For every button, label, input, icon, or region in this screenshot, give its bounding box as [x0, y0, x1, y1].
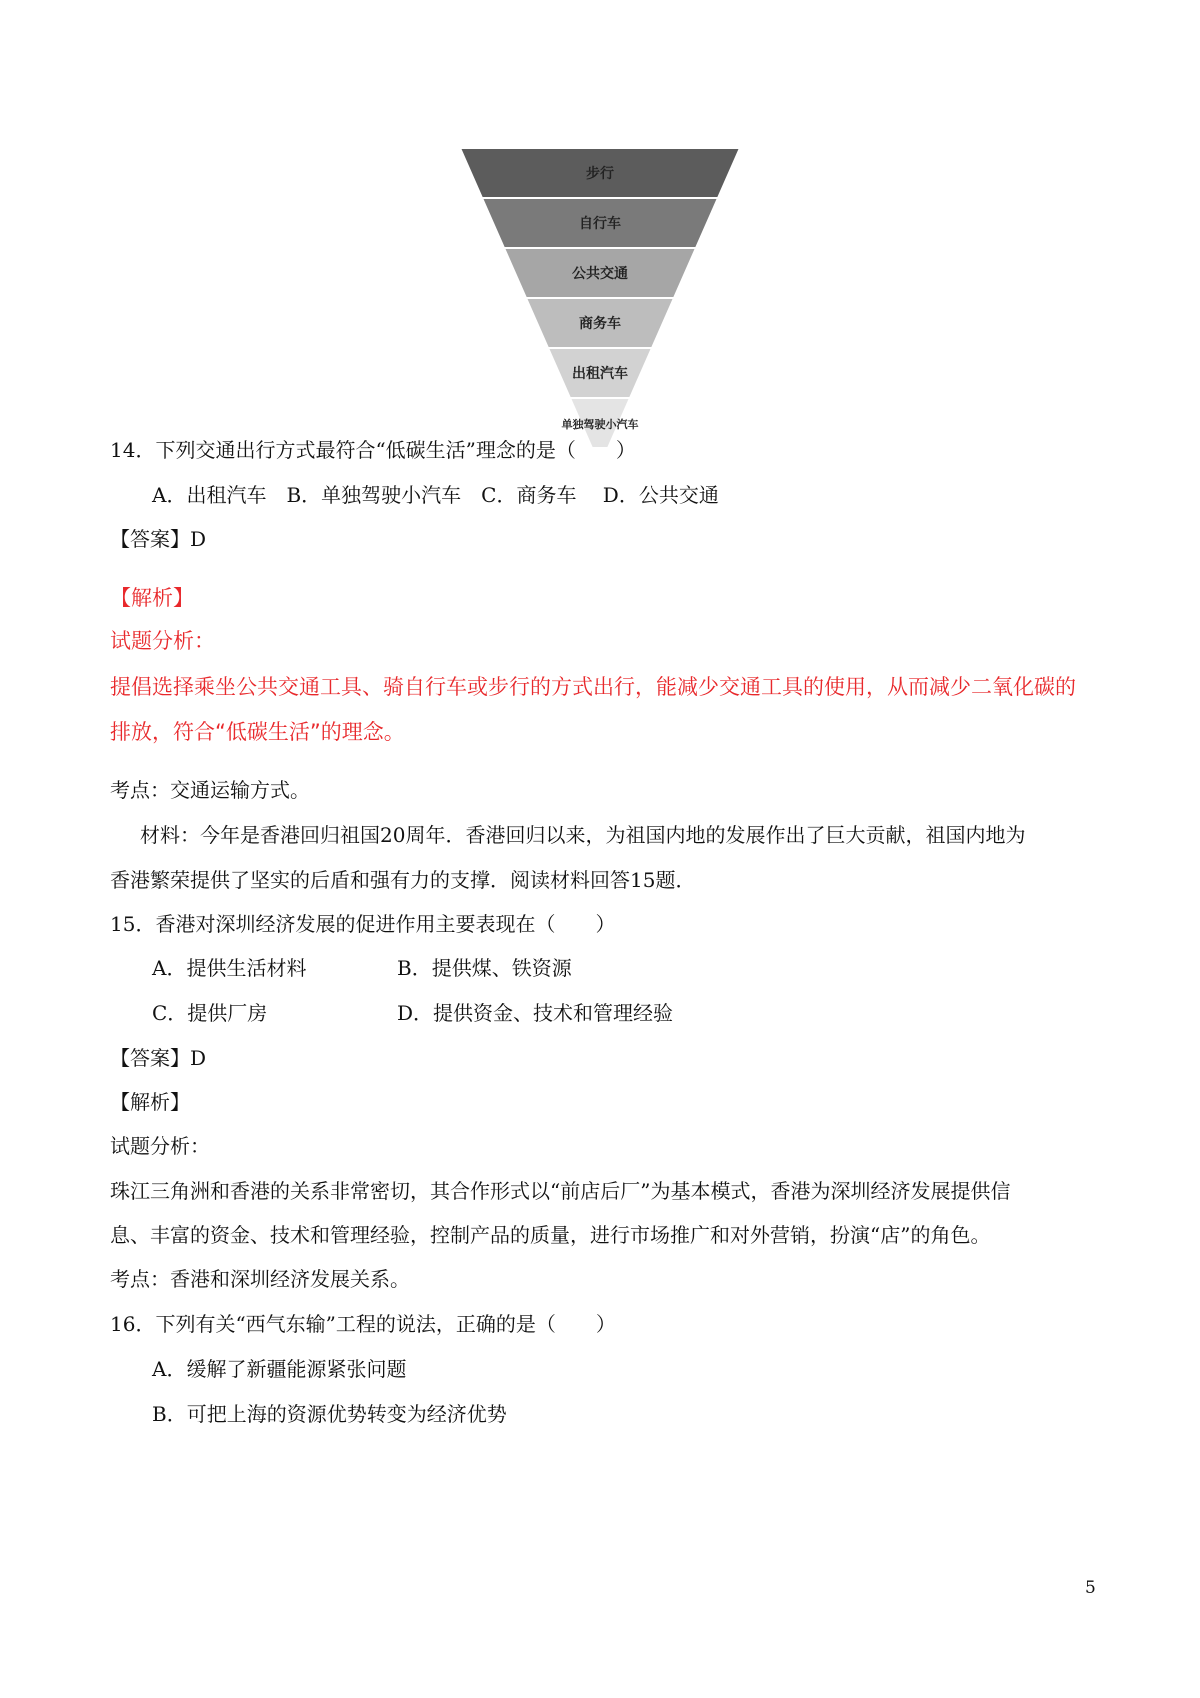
page-number: 5 — [1085, 1578, 1096, 1598]
pyramid-label-6: 单独驾驶小汽车 — [561, 418, 639, 431]
q15-analysis-line-2: 息、丰富的资金、技术和管理经验，控制产品的质量，进行市场推广和对外营销，扮演“店”的角色。 — [110, 1223, 991, 1247]
q15-option-b: B．提供煤、铁资源 — [397, 956, 572, 980]
q15-analysis-line-1: 珠江三角洲和香港的关系非常密切，其合作形式以“前店后厂”为基本模式，香港为深圳经济发展提供信 — [110, 1179, 1011, 1203]
q15-answer: 【答案】D — [110, 1046, 207, 1070]
q15-stem: 15．香港对深圳经济发展的促进作用主要表现在（ ） — [110, 912, 616, 936]
q15-analysis-subtitle: 试题分析： — [110, 1134, 210, 1158]
material-line-2: 香港繁荣提供了坚实的后盾和强有力的支撑．阅读材料回答15题． — [110, 868, 696, 892]
q14-analysis-label: 【解析】 — [110, 586, 194, 610]
low-carbon-pyramid-diagram — [440, 148, 760, 458]
q16-option-b: B．可把上海的资源优势转变为经济优势 — [152, 1402, 507, 1426]
q14-answer: 【答案】D — [110, 527, 207, 551]
q14-stem: 14．下列交通出行方式最符合“低碳生活”理念的是（ ） — [110, 438, 636, 462]
pyramid-label-4: 商务车 — [579, 316, 621, 332]
pyramid-label-1: 步行 — [586, 166, 614, 182]
q16-stem: 16．下列有关“西气东输”工程的说法，正确的是（ ） — [110, 1312, 616, 1336]
q15-option-a: A．提供生活材料 — [152, 956, 307, 980]
pyramid-label-5: 出租汽车 — [572, 366, 628, 382]
pyramid-label-3: 公共交通 — [572, 266, 628, 282]
q14-analysis-subtitle: 试题分析： — [110, 629, 215, 653]
q15-option-c: C．提供厂房 — [152, 1001, 268, 1025]
q15-option-d: D．提供资金、技术和管理经验 — [397, 1001, 674, 1025]
q15-analysis-label: 【解析】 — [110, 1090, 190, 1114]
q15-point: 考点：香港和深圳经济发展关系。 — [110, 1267, 410, 1291]
q14-analysis-line-1: 提倡选择乘坐公共交通工具、骑自行车或步行的方式出行，能减少交通工具的使用，从而减少二氧化碳的 — [110, 675, 1076, 699]
q16-option-a: A．缓解了新疆能源紧张问题 — [152, 1357, 407, 1381]
q14-point: 考点：交通运输方式。 — [110, 778, 310, 802]
q14-analysis-line-2: 排放，符合“低碳生活”的理念。 — [110, 720, 405, 744]
pyramid-label-2: 自行车 — [579, 216, 621, 232]
q14-options: A．出租汽车 B．单独驾驶小汽车 C．商务车 D．公共交通 — [152, 483, 719, 507]
material-line-1: 材料：今年是香港回归祖国20周年．香港回归以来，为祖国内地的发展作出了巨大贡献，祖国内地为 — [140, 823, 1026, 847]
